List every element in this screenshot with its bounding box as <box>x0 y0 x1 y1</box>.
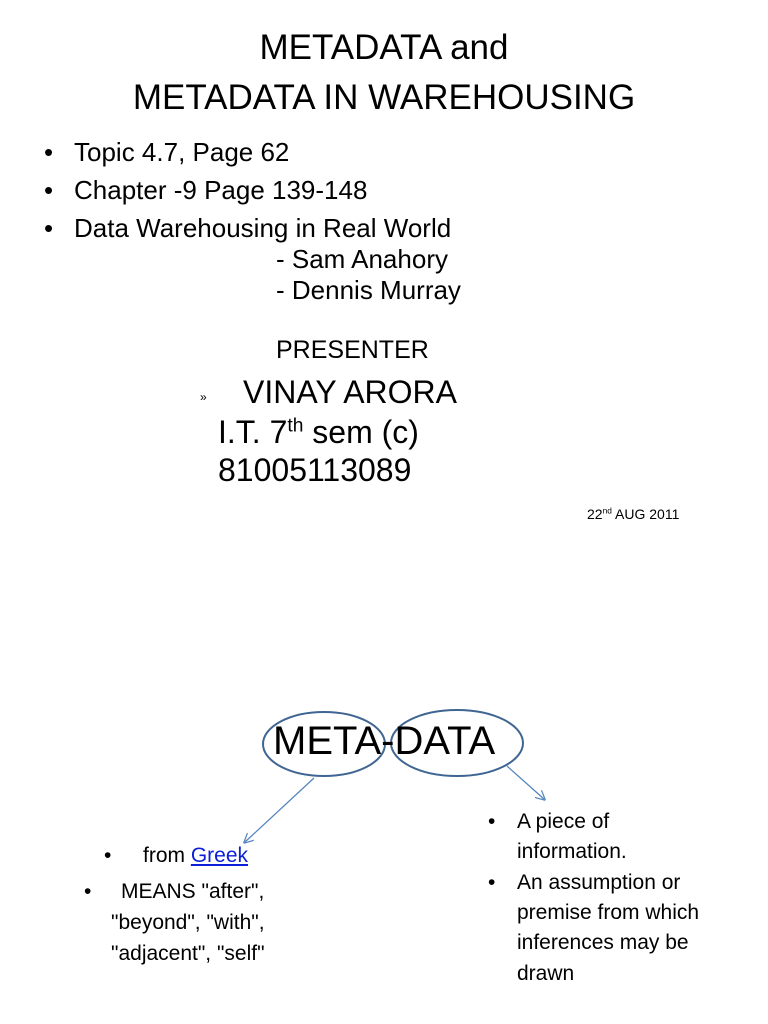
bullet-dot: • <box>84 880 92 903</box>
author-2: - Dennis Murray <box>276 275 461 305</box>
bullet-book: • Data Warehousing in Real World <box>44 213 452 243</box>
bullet-dot: • <box>44 213 54 243</box>
piece-line-2: information. <box>517 840 627 863</box>
presenter-marker: » <box>200 390 207 404</box>
bullet-dot: • <box>44 137 54 167</box>
author-1: - Sam Anahory <box>276 244 448 274</box>
assumption-line-1: An assumption or <box>517 871 681 894</box>
presenter-class: I.T. 7th sem (c) <box>218 414 419 450</box>
bullet-dot: • <box>488 871 496 894</box>
presenter-name: VINAY ARORA <box>243 374 457 410</box>
presentation-date: 22nd AUG 2011 <box>587 505 680 522</box>
assumption-line-4: drawn <box>517 962 575 985</box>
bullet-chapter: • Chapter -9 Page 139-148 <box>44 175 368 205</box>
presenter-label: PRESENTER <box>276 336 429 364</box>
arrow-to-definition <box>507 766 544 799</box>
meta-data-title: META-DATA <box>273 719 496 763</box>
presenter-phone: 81005113089 <box>218 452 412 488</box>
piece-line-1: A piece of <box>517 810 610 833</box>
means-line-1: MEANS "after", <box>121 880 265 903</box>
greek-link[interactable]: Greek <box>190 844 249 867</box>
assumption-line-3: inferences may be <box>517 931 689 954</box>
means-line-3: "adjacent", "self" <box>111 942 265 965</box>
bullet-from-greek: • from Greek <box>104 840 248 871</box>
slide1-title-line1: METADATA and <box>259 28 509 67</box>
bullet-topic: • Topic 4.7, Page 62 <box>44 137 290 167</box>
bullet-dot: • <box>104 844 112 867</box>
slide1-title-line2: METADATA IN WAREHOUSING <box>132 78 636 117</box>
bullet-dot: • <box>488 810 496 833</box>
bullet-dot: • <box>44 175 54 205</box>
arrow-to-greek <box>245 778 314 842</box>
means-line-2: "beyond", "with", <box>111 911 265 934</box>
assumption-line-2: premise from which <box>517 901 700 924</box>
